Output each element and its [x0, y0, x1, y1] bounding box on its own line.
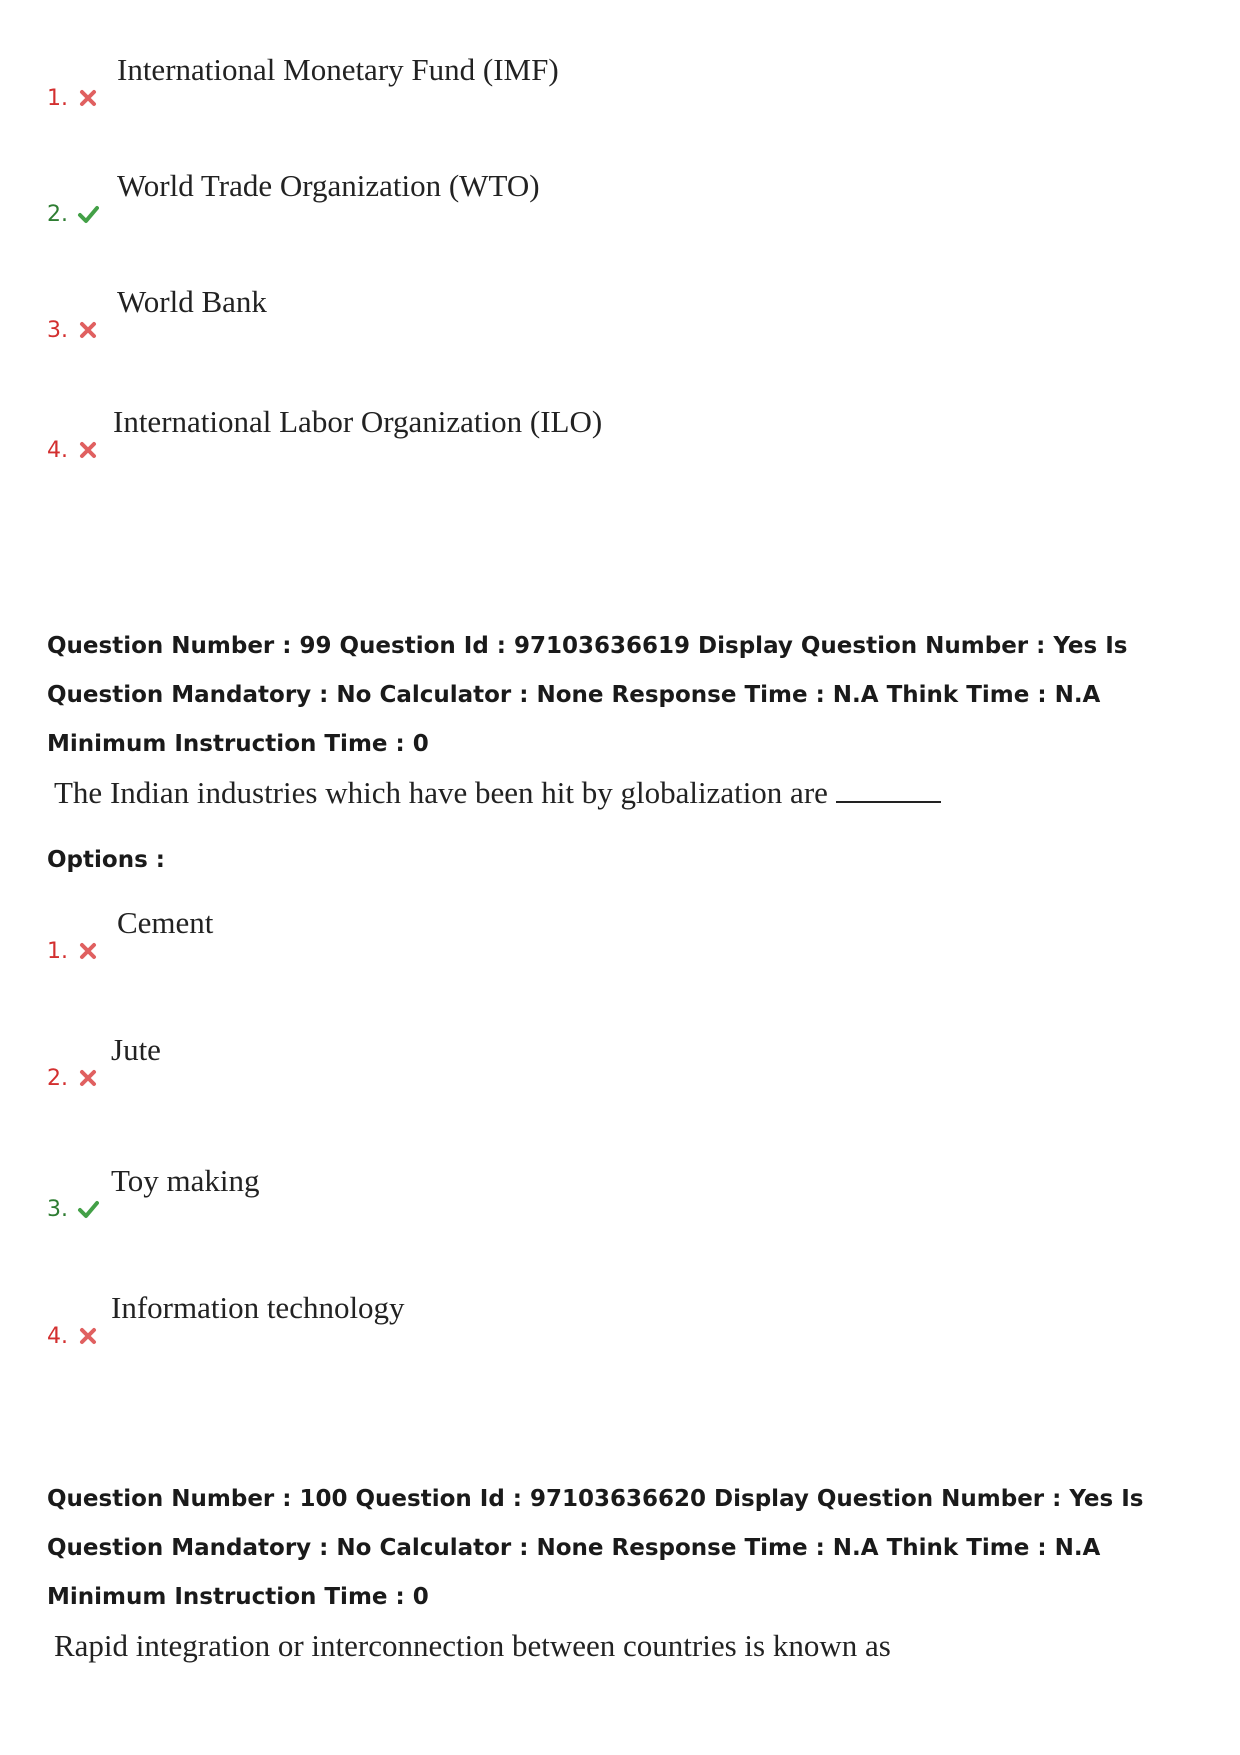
- option-item: [47, 404, 947, 464]
- cross-icon: [77, 319, 99, 341]
- option-number: 1.: [47, 939, 68, 964]
- option-text: World Trade Organization (WTO): [117, 168, 540, 203]
- option-number: 4.: [47, 438, 68, 463]
- question-text: [54, 774, 941, 812]
- check-icon: [77, 1198, 99, 1220]
- cross-icon: [77, 1325, 99, 1347]
- answer-blank: [836, 779, 941, 803]
- question-text-content: The Indian industries which have been hit by globalization are: [54, 775, 828, 810]
- option-item: [47, 168, 947, 228]
- option-item: [47, 52, 947, 112]
- cross-icon: [77, 439, 99, 461]
- option-text: International Labor Organization (ILO): [113, 404, 603, 439]
- question-meta: Question Number : 100 Question Id : 97103636620 Display Question Number : Yes Is Question Mandatory : No Calculator : None Response Time : N.A Think Time : N.A Minimum Instruction Time : 0: [47, 1486, 1144, 1610]
- option-item: [47, 1163, 947, 1223]
- option-number: 3.: [47, 318, 68, 343]
- option-text: Information technology: [111, 1290, 405, 1325]
- cross-icon: [77, 87, 99, 109]
- option-text: Toy making: [111, 1163, 260, 1198]
- option-text: World Bank: [117, 284, 267, 319]
- option-text: Jute: [111, 1032, 161, 1067]
- option-number: 2.: [47, 1066, 68, 1091]
- option-item: [47, 905, 947, 965]
- option-text: International Monetary Fund (IMF): [117, 52, 559, 87]
- question-text: Rapid integration or interconnection between countries is known as: [54, 1628, 891, 1663]
- option-number: 1.: [47, 86, 68, 111]
- option-item: [47, 1032, 947, 1092]
- option-text: Cement: [117, 905, 214, 940]
- check-icon: [77, 203, 99, 225]
- option-number: 2.: [47, 202, 68, 227]
- option-number: 4.: [47, 1324, 68, 1349]
- option-item: [47, 1290, 947, 1350]
- question-meta: Question Number : 99 Question Id : 97103636619 Display Question Number : Yes Is Question Mandatory : No Calculator : None Response Time : N.A Think Time : N.A Minimum Instruction Time : 0: [47, 633, 1128, 757]
- option-item: [47, 284, 947, 344]
- option-number: 3.: [47, 1197, 68, 1222]
- cross-icon: [77, 940, 99, 962]
- options-label: Options :: [47, 847, 165, 873]
- cross-icon: [77, 1067, 99, 1089]
